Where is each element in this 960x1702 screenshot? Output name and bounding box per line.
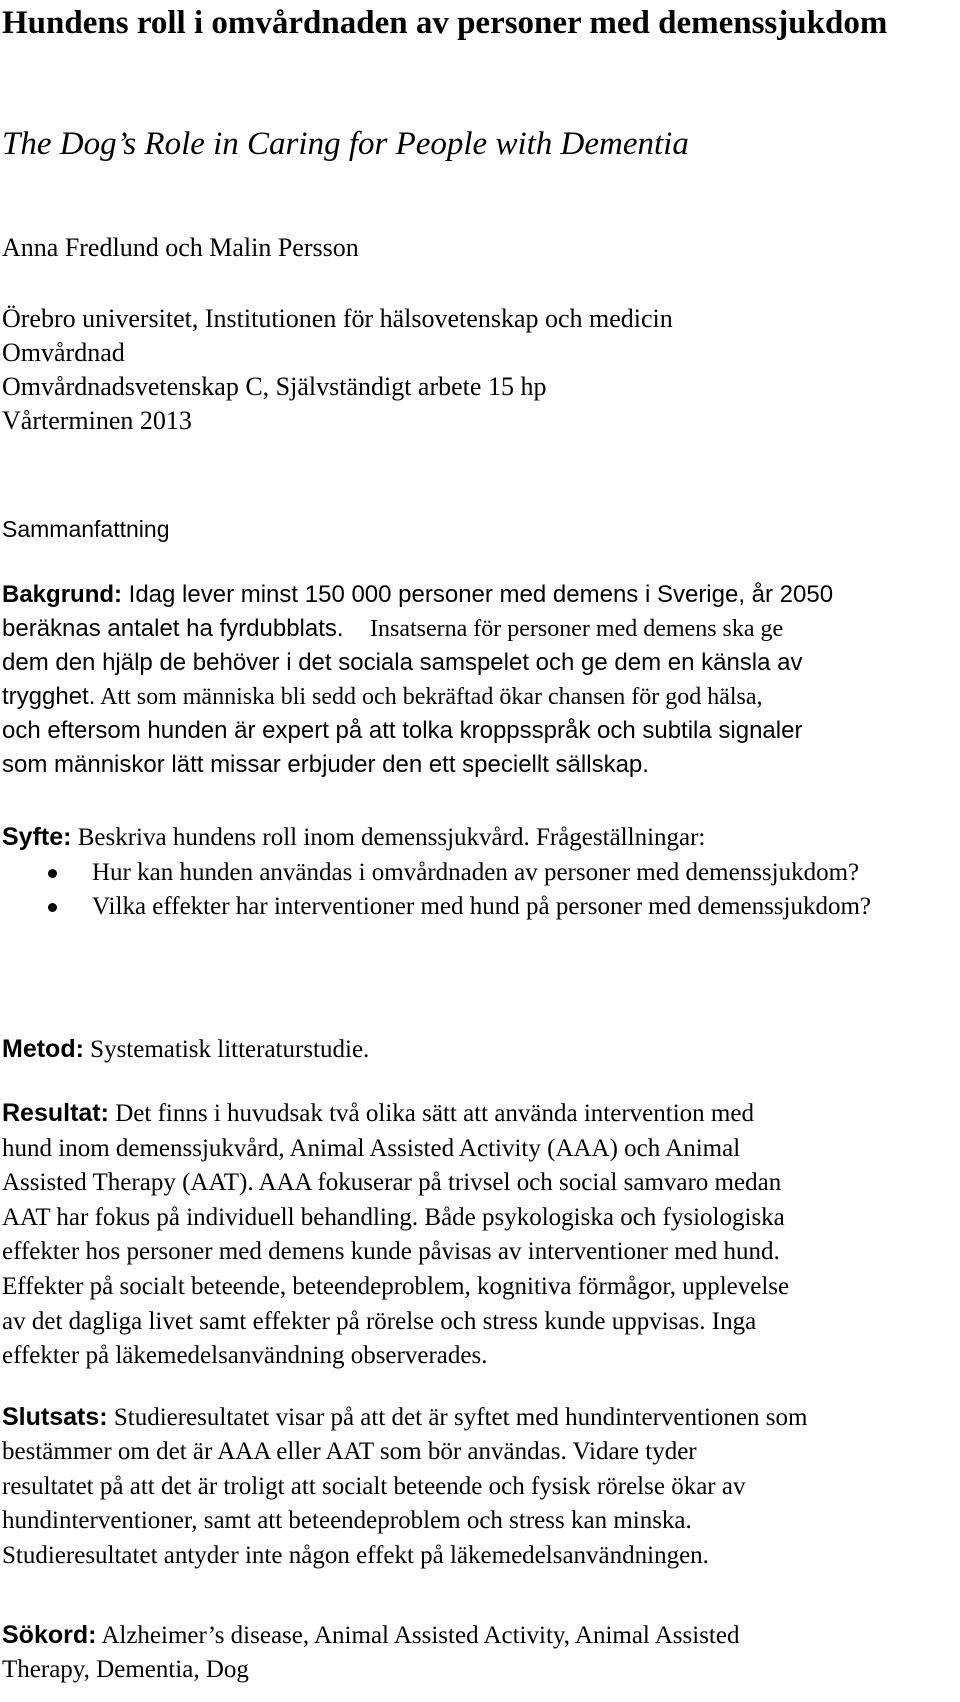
bullet-icon [48, 869, 57, 878]
slutsats-section [2, 1400, 952, 1573]
slutsats-text: bestämmer om det är AAA eller AAT som bör användas. Vidare tyder [2, 1438, 697, 1466]
sokord-label: Sökord: [2, 1621, 97, 1649]
metod-text: Systematisk litteraturstudie. [83, 1036, 370, 1063]
slutsats-text: Studieresultatet visar på att det är syftet med hundinterventionen som [107, 1404, 808, 1431]
bullet-icon [48, 903, 57, 912]
resultat-text: effekter hos personer med demens kunde påvisas av interventioner med hund. [2, 1238, 780, 1266]
resultat-text: hund inom demenssjukvård, Animal Assisted Activity (AAA) och Animal [2, 1134, 741, 1162]
question-text: Vilka effekter har interventioner med hund på personer med demenssjukdom? [92, 893, 872, 920]
question-list [2, 856, 922, 924]
resultat-label: Resultat: [2, 1099, 109, 1127]
resultat-text: Assisted Therapy (AAT). AAA fokuserar på trivsel och social samvaro medan [2, 1169, 782, 1197]
list-item [2, 856, 922, 890]
metod-section [2, 1032, 369, 1067]
bakgrund-text: och eftersom hunden är expert på att tolka kroppsspråk och subtila signaler [2, 717, 803, 744]
syfte-label: Syfte: [2, 823, 72, 851]
slutsats-label: Slutsats: [2, 1403, 108, 1431]
bakgrund-text: Insatserna för personer med demens ska ge [370, 616, 784, 642]
term-line: Vårterminen 2013 [2, 406, 192, 435]
bakgrund-text: Att som människa bli sedd och bekräftad ökar chansen för god hälsa, [95, 684, 763, 710]
bakgrund-text: som människor lätt missar erbjuder den ett speciellt sällskap. [2, 751, 649, 778]
slutsats-text: Studieresultatet antyder inte någon effekt på läkemedelsanvändningen. [2, 1541, 709, 1569]
english-title: The Dog’s Role in Caring for People with Dementia [2, 126, 689, 162]
bakgrund-text: dem den hjälp de behöver i det sociala samspelet och ge dem en känsla av [2, 649, 803, 676]
resultat-text: Det finns i huvudsak två olika sätt att använda intervention med [108, 1100, 754, 1127]
slutsats-text: resultatet på att det är troligt att socialt beteende och fysisk rörelse ökar av [2, 1472, 746, 1500]
sokord-section [2, 1618, 952, 1687]
institution-info [2, 302, 673, 438]
sokord-text: Alzheimer’s disease, Animal Assisted Activity, Animal Assisted [96, 1622, 740, 1649]
resultat-section [2, 1096, 952, 1374]
question-text: Hur kan hunden användas i omvårdnaden av personer med demenssjukdom? [92, 859, 860, 886]
resultat-text: AAT har fokus på individuell behandling. Både psykologiska och fysiologiska [2, 1203, 785, 1231]
syfte-section [2, 820, 952, 855]
bakgrund-label: Bakgrund: [2, 581, 122, 608]
authors: Anna Fredlund och Malin Persson [2, 233, 359, 262]
document-title: Hundens roll i omvårdnaden av personer med demenssjukdom [2, 5, 888, 41]
metod-label: Metod: [2, 1035, 84, 1063]
course-line: Omvårdnadsvetenskap C, Självständigt arbete 15 hp [2, 372, 547, 401]
subject-line: Omvårdnad [2, 338, 125, 367]
bakgrund-text: trygghet. [2, 683, 96, 710]
bakgrund-text: Idag lever minst 150 000 personer med demens i Sverige, år 2050 [122, 581, 834, 608]
resultat-text: Effekter på socialt beteende, beteendeproblem, kognitiva förmågor, upplevelse [2, 1272, 790, 1300]
summary-heading: Sammanfattning [2, 516, 170, 542]
bakgrund-text: beräknas antalet ha fyrdubblats. [2, 615, 344, 642]
sokord-text: Therapy, Dementia, Dog [2, 1656, 249, 1683]
resultat-text: effekter på läkemedelsanvändning observerades. [2, 1342, 488, 1370]
bakgrund-continued [2, 578, 952, 782]
list-item [2, 890, 922, 924]
syfte-text: Beskriva hundens roll inom demenssjukvård. Frågeställningar: [71, 824, 706, 851]
university-line: Örebro universitet, Institutionen för hälsovetenskap och medicin [2, 304, 673, 333]
resultat-text: av det dagliga livet samt effekter på rörelse och stress kunde uppvisas. Inga [2, 1307, 757, 1335]
slutsats-text: hundinterventioner, samt att beteendeproblem och stress kan minska. [2, 1507, 692, 1535]
